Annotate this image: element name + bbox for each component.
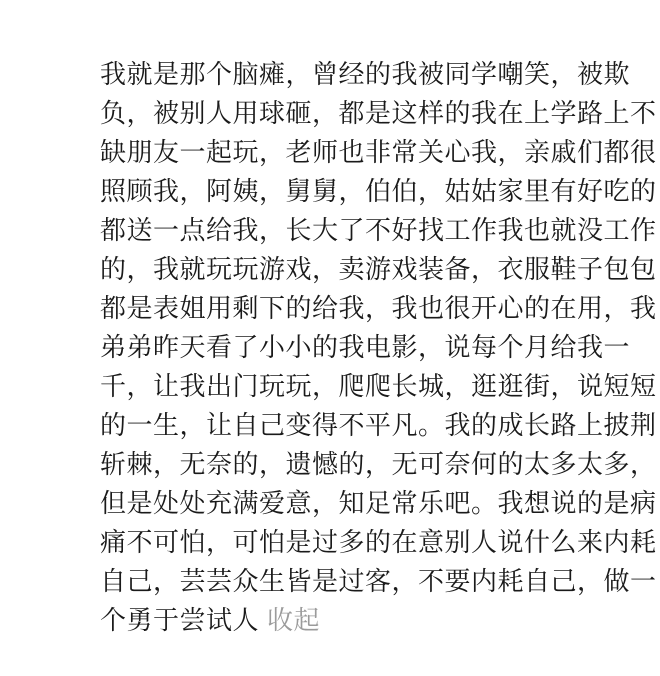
post-line: 负，被别人用球砸，都是这样的我在上学路上不 bbox=[100, 99, 657, 129]
post-line: 我就是那个脑瘫，曾经的我被同学嘲笑，被欺 bbox=[100, 60, 631, 90]
post-body bbox=[100, 56, 657, 641]
post-line: 都是表姐用剩下的给我，我也很开心的在用，我 bbox=[100, 294, 657, 324]
post-line: 的一生，让自己变得不平凡。我的成长路上披荆 bbox=[100, 411, 657, 441]
post-line: 斩棘，无奈的，遗憾的，无可奈何的太多太多， bbox=[100, 450, 657, 480]
post-line: 都送一点给我，长大了不好找工作我也就没工作 bbox=[100, 216, 657, 246]
post-line: 自己，芸芸众生皆是过客，不要内耗自己，做一 bbox=[100, 567, 657, 597]
post-line: 痛不可怕，可怕是过多的在意别人说什么来内耗 bbox=[100, 528, 657, 558]
post-line: 照顾我，阿姨，舅舅，伯伯，姑姑家里有好吃的 bbox=[100, 177, 657, 207]
post-line: 弟弟昨天看了小小的我电影，说每个月给我一 bbox=[100, 333, 631, 363]
post-line: 千，让我出门玩玩，爬爬长城，逛逛街，说短短 bbox=[100, 372, 657, 402]
post-line: 的，我就玩玩游戏，卖游戏装备，衣服鞋子包包 bbox=[100, 255, 657, 285]
collapse-link[interactable]: 收起 bbox=[267, 606, 321, 636]
post-last-line-container bbox=[100, 602, 640, 641]
post-line: 缺朋友一起玩，老师也非常关心我，亲戚们都很 bbox=[100, 138, 657, 168]
post-line: 个勇于尝试人 bbox=[100, 606, 260, 636]
post-line: 但是处处充满爱意，知足常乐吧。我想说的是病 bbox=[100, 489, 657, 519]
